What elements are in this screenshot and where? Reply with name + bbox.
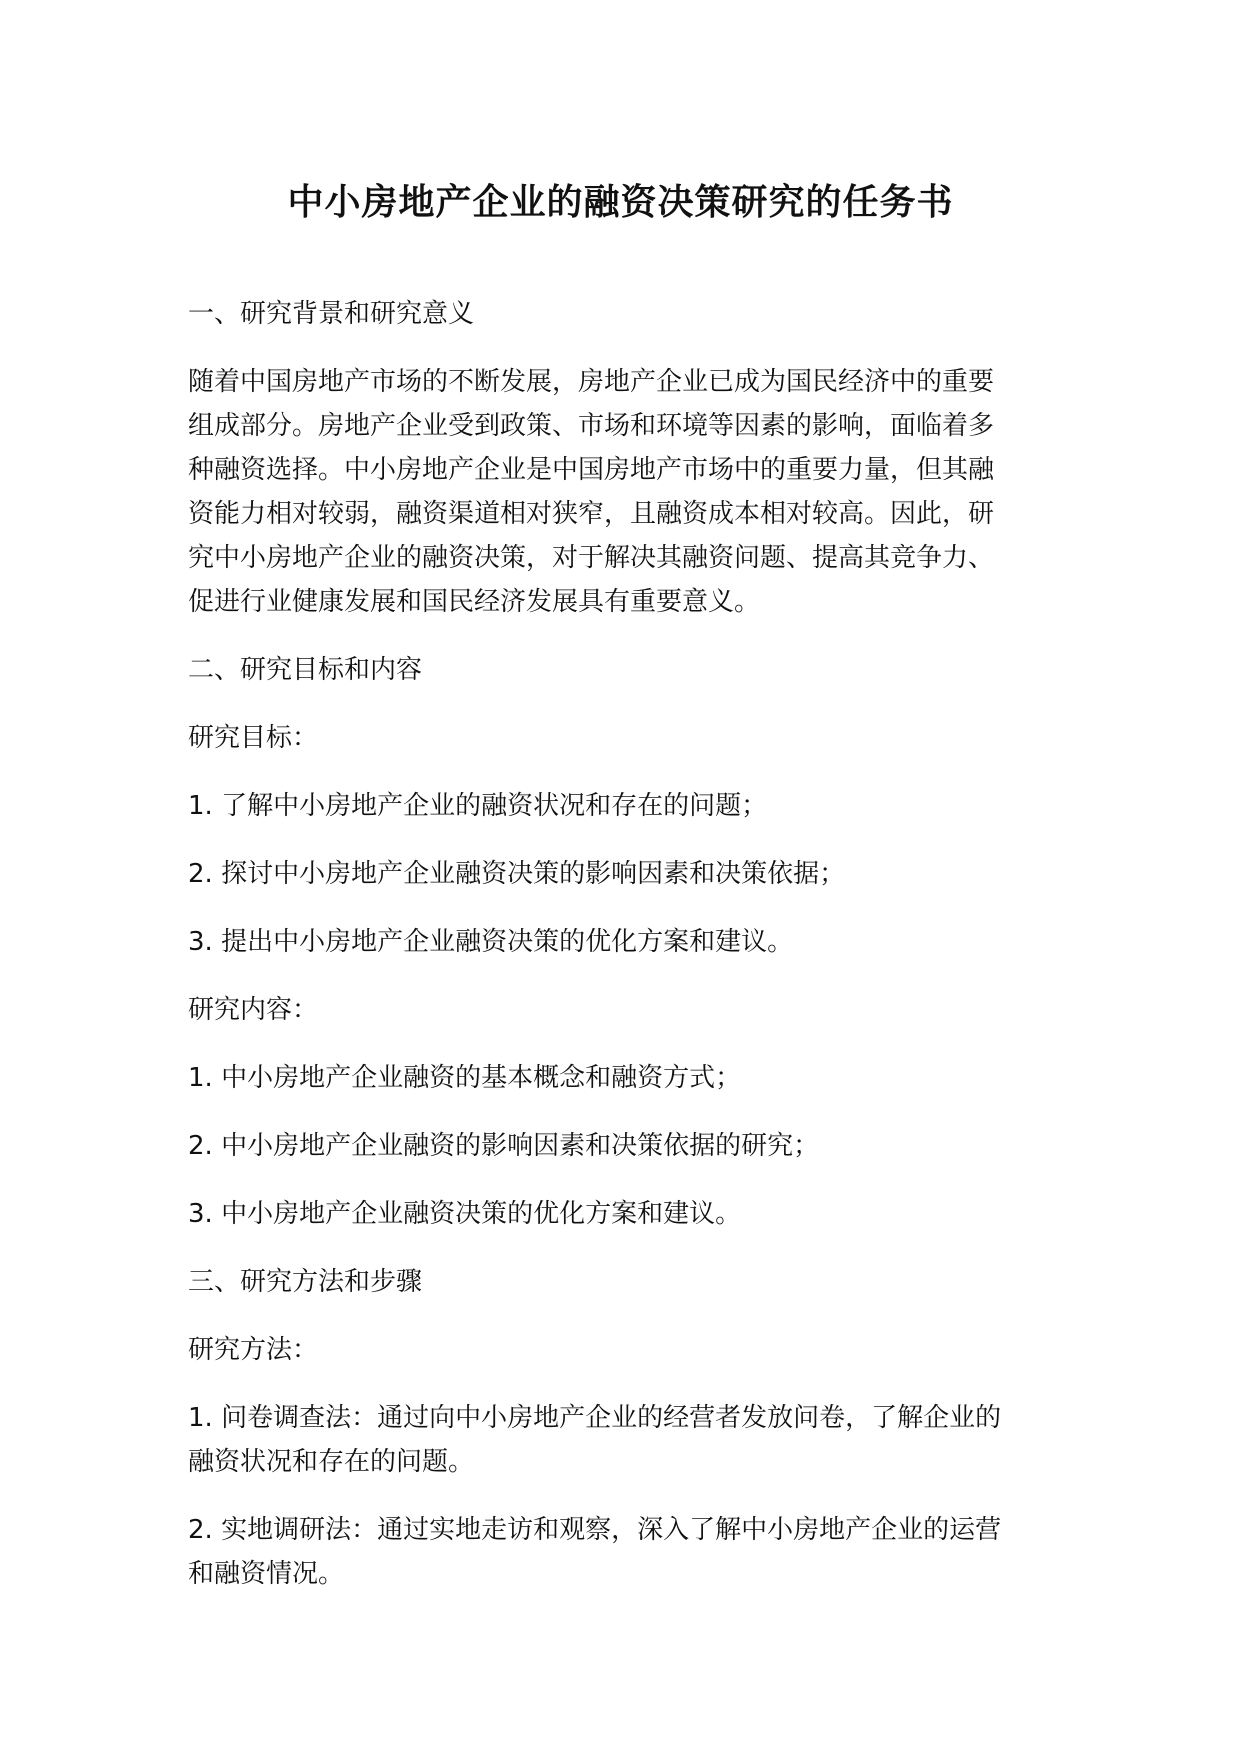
list-item: 1. 中小房地产企业融资的基本概念和融资方式； [188, 1063, 742, 1093]
list-item: 2. 探讨中小房地产企业融资决策的影响因素和决策依据； [188, 859, 846, 889]
subsection-label: 研究内容： [188, 995, 319, 1025]
list-item: 1. 了解中小房地产企业的融资状况和存在的问题； [188, 791, 768, 821]
paragraph-line: 融资状况和存在的问题。 [188, 1447, 475, 1477]
paragraph-line: 2. 实地调研法：通过实地走访和观察，深入了解中小房地产企业的运营 [188, 1515, 1002, 1545]
list-item [188, 1396, 1050, 1484]
list-item: 3. 中小房地产企业融资决策的优化方案和建议。 [188, 1199, 742, 1229]
paragraph-line: 随着中国房地产市场的不断发展，房地产企业已成为国民经济中的重要 [188, 367, 995, 397]
document-title: 中小房地产企业的融资决策研究的任务书 [287, 182, 954, 223]
paragraph-line: 组成部分。房地产企业受到政策、市场和环境等因素的影响，面临着多 [188, 411, 995, 441]
paragraph-line: 和融资情况。 [188, 1559, 345, 1589]
paragraph-line: 种融资选择。中小房地产企业是中国房地产市场中的重要力量，但其融 [188, 455, 995, 485]
section-heading: 三、研究方法和步骤 [188, 1267, 423, 1297]
document-body [188, 292, 1050, 1620]
paragraph-line: 促进行业健康发展和国民经济发展具有重要意义。 [188, 587, 761, 617]
subsection-label: 研究方法： [188, 1335, 319, 1365]
paragraph [188, 360, 1050, 624]
list-item: 2. 中小房地产企业融资的影响因素和决策依据的研究； [188, 1131, 820, 1161]
paragraph-line: 1. 问卷调查法：通过向中小房地产企业的经营者发放问卷，了解企业的 [188, 1403, 1002, 1433]
section-heading: 二、研究目标和内容 [188, 655, 423, 685]
section-heading: 一、研究背景和研究意义 [188, 299, 475, 329]
list-item: 3. 提出中小房地产企业融资决策的优化方案和建议。 [188, 927, 794, 957]
paragraph-line: 究中小房地产企业的融资决策，对于解决其融资问题、提高其竞争力、 [188, 543, 995, 573]
paragraph-line: 资能力相对较弱，融资渠道相对狭窄，且融资成本相对较高。因此，研 [188, 499, 995, 529]
subsection-label: 研究目标： [188, 723, 319, 753]
list-item [188, 1508, 1050, 1596]
